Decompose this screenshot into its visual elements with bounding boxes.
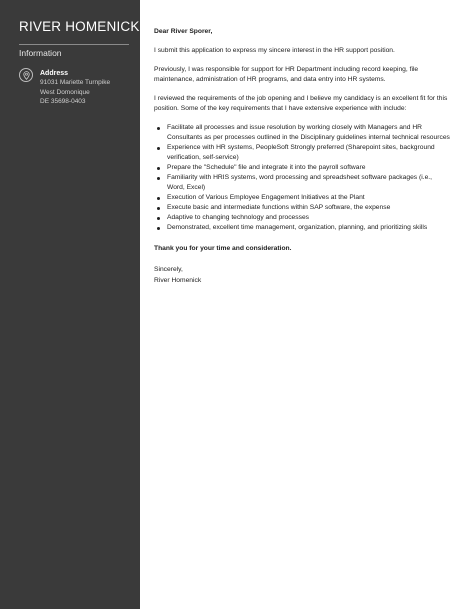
list-item: Facilitate all processes and issue resolution by working closely with Managers and HR Consultants as per processes outlined in the Disciplinary guidelines internal technical resources (154, 123, 450, 143)
list-item: Execution of Various Employee Engagement Initiatives at the Plant (154, 193, 450, 203)
address-line-street: 91031 Mariette Turnpike (40, 79, 111, 86)
address-line-state-zip: DE 35698-0403 (40, 98, 86, 105)
salutation: Dear River Sporer, (154, 28, 213, 35)
sidebar-divider (19, 44, 129, 45)
applicant-name: RIVER HOMENICK (19, 19, 140, 34)
thank-you-line: Thank you for your time and consideration. (154, 245, 292, 252)
address-label: Address (40, 70, 69, 77)
letter-body (154, 27, 450, 286)
list-item: Experience with HR systems, PeopleSoft Strongly preferred (Sharepoint sites, background verification, self-service) (154, 143, 450, 163)
location-pin-icon (19, 68, 33, 82)
list-item: Prepare the "Schedule" file and integrate it into the payroll software (154, 163, 450, 173)
sidebar (0, 0, 140, 609)
list-item: Adaptive to changing technology and processes (154, 213, 450, 223)
information-heading: Information (19, 48, 62, 58)
paragraph-requirements: I reviewed the requirements of the job opening and I believe my candidacy is an excellent fit for this position. Some of the key requirements that I have extensive experience with include: (154, 95, 448, 112)
list-item: Execute basic and intermediate functions within SAP software, the expense (154, 203, 450, 213)
list-item: Demonstrated, excellent time management, organization, planning, and prioritizing skills (154, 223, 450, 233)
closing: Sincerely, (154, 266, 183, 273)
address-line-city: West Domonique (40, 88, 90, 96)
requirements-list (154, 123, 450, 233)
list-item: Familiarity with HRIS systems, word processing and spreadsheet software packages (i.e., Word, Excel) (154, 173, 450, 193)
paragraph-experience: Previously, I was responsible for support for HR Department including record keeping, file maintenance, administration of HR programs, and data entry into HR systems. (154, 66, 419, 83)
address-block (40, 69, 136, 107)
paragraph-intro: I submit this application to express my sincere interest in the HR support position. (154, 47, 395, 54)
signature-name: River Homenick (154, 277, 202, 284)
